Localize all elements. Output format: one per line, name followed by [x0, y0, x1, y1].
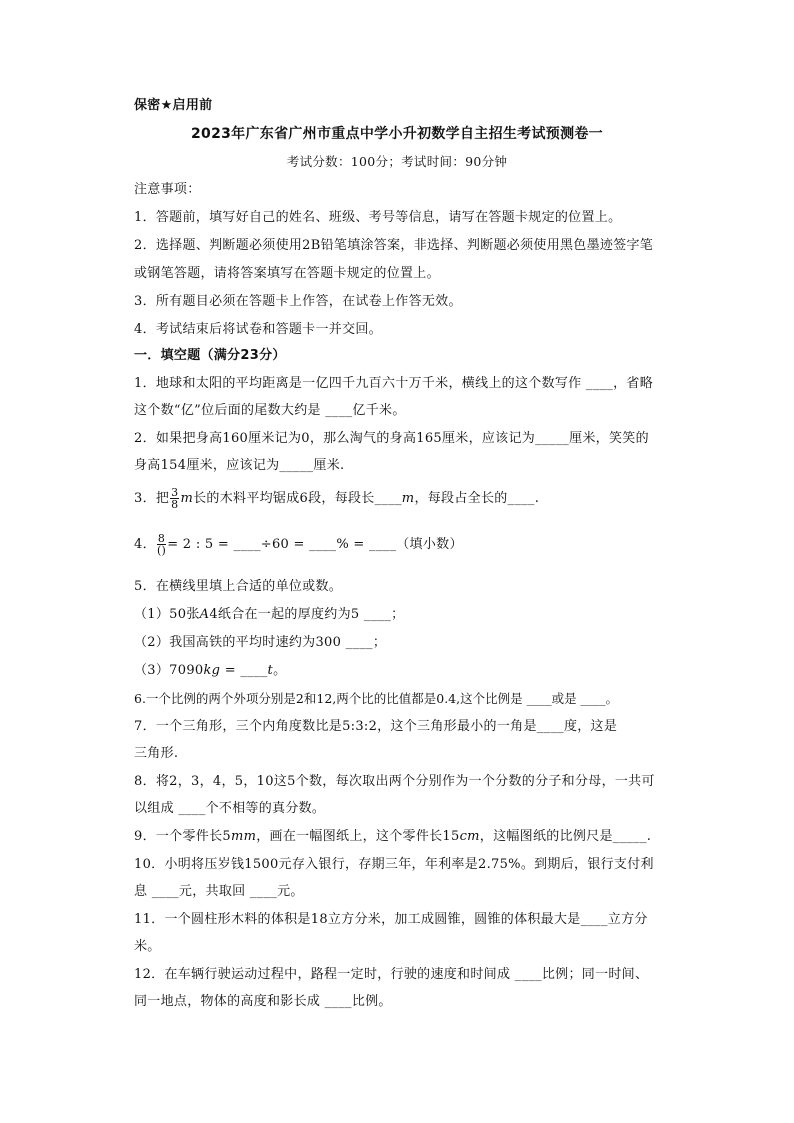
- q5-s1-ital: A: [199, 607, 210, 622]
- q3-numerator: 3: [171, 486, 179, 499]
- question-5-sub2: （2）我国高铁的平均时速约为300 ____；: [134, 635, 387, 650]
- q9-mid: ，画在一幅图纸上，这个零件长15: [256, 829, 460, 844]
- note-line: 1．答题前，填写好自己的姓名、班级、考号等信息，请写在答题卡规定的位置上。: [134, 210, 622, 225]
- q3-fraction: [170, 487, 179, 510]
- q5-s3-mid: = ____: [220, 663, 268, 678]
- confidential-label: 保密★启用前: [134, 98, 213, 113]
- note-line: 3．所有题目必须在答题卡上作答，在试卷上作答无效。: [134, 294, 462, 309]
- q9-prefix: 9．一个零件长5: [134, 829, 231, 844]
- q4-numerator: 8: [157, 532, 166, 545]
- question-9: [134, 828, 651, 846]
- question-3: [134, 486, 539, 512]
- question-12-line2: 同一地点，物体的高度和影长成 ____比例。: [134, 994, 392, 1009]
- question-10-line2: 息 ____元，共取回 ____元。: [134, 884, 304, 899]
- question-2-line2: 身高154厘米，应该记为_____厘米.: [134, 458, 345, 473]
- q5-s1: （1）50张: [134, 607, 200, 622]
- section-heading: 一．填空题（满分23分）: [134, 348, 286, 363]
- q3-rest: 长的木料平均锯成6段，每段长____: [193, 491, 402, 506]
- question-5-sub1: [134, 606, 404, 624]
- question-1-line1: 1．地球和太阳的平均距离是一亿四千九百六十万千米，横线上的这个数写作 ____，省略: [134, 376, 654, 391]
- q3-tail: ，每段占全长的____.: [414, 491, 540, 506]
- q4-prefix: 4．: [134, 537, 156, 552]
- question-8-line1: 8．将2，3，4，5，10这5个数，每次取出两个分别作为一个分数的分子和分母，一共可: [134, 774, 655, 789]
- question-5-intro: 5．在横线里填上合适的单位或数。: [134, 579, 343, 594]
- q5-s3-unit2: t: [267, 663, 274, 678]
- question-12-line1: 12．在车辆行驶运动过程中，路程一定时，行驶的速度和时间成 ____比例；同一时间、: [134, 967, 649, 982]
- q3-unit2: m: [401, 491, 415, 506]
- note-line: 4．考试结束后将试卷和答题卡一并交回。: [134, 322, 382, 337]
- q4-rest: = 2 : 5 = ____÷60 = ____% = ____（填小数）: [167, 537, 463, 552]
- q4-denominator: (): [156, 544, 167, 557]
- question-1-line2: 这个数“亿”位后面的尾数大约是 ____亿千米。: [134, 403, 406, 418]
- exam-info: 考试分数：100分；考试时间：90分钟: [286, 154, 508, 169]
- question-4: [134, 532, 463, 558]
- q9-unit2: cm: [459, 829, 480, 844]
- q5-s3-unit: kg: [203, 663, 221, 678]
- q9-tail: ，这幅图纸的比例尺是_____.: [479, 829, 652, 844]
- question-11-line1: 11．一个圆柱形木料的体积是18立方分米，加工成圆锥，圆锥的体积最大是____立方分: [134, 912, 648, 927]
- q3-prefix: 3．把: [134, 491, 170, 506]
- question-2-line1: 2．如果把身高160厘米记为0，那么淘气的身高165厘米，应该记为_____厘米，笑笑的: [134, 431, 649, 446]
- question-7-line1: 7．一个三角形，三个内角度数比是5:3:2，这个三角形最小的一角是____度，这是: [134, 719, 618, 734]
- q5-s3-prefix: （3）7090: [134, 663, 204, 678]
- note-line: 2．选择题、判断题必须使用2B铅笔填涂答案，非选择、判断题必须使用黑色墨迹签字笔: [134, 238, 654, 253]
- q5-s1-rest: 4纸合在一起的厚度约为5 ____；: [209, 607, 405, 622]
- q4-fraction: [157, 533, 166, 556]
- question-11-line2: 米。: [134, 939, 161, 954]
- question-6: 6.一个比例的两个外项分别是2和12,两个比的比值都是0.4,这个比例是 ____或是 ____。: [134, 691, 619, 706]
- question-7-line2: 三角形.: [134, 746, 179, 761]
- q3-unit: m: [180, 491, 194, 506]
- q9-unit1: mm: [230, 829, 257, 844]
- question-10-line1: 10．小明将压岁钱1500元存入银行，存期三年，年利率是2.75%。到期后，银行支付利: [134, 857, 654, 872]
- note-line: 或钢笔答题，请将答案填写在答题卡规定的位置上。: [134, 266, 440, 281]
- q3-denominator: 8: [171, 498, 179, 511]
- question-8-line2: 以组成 ____个不相等的真分数。: [134, 801, 326, 816]
- q5-s3-tail: 。: [273, 663, 287, 678]
- notes-heading: 注意事项：: [134, 182, 201, 197]
- question-5-sub3: [134, 662, 286, 680]
- exam-title: 2023年广东省广州市重点中学小升初数学自主招生考试预测卷一: [191, 126, 603, 142]
